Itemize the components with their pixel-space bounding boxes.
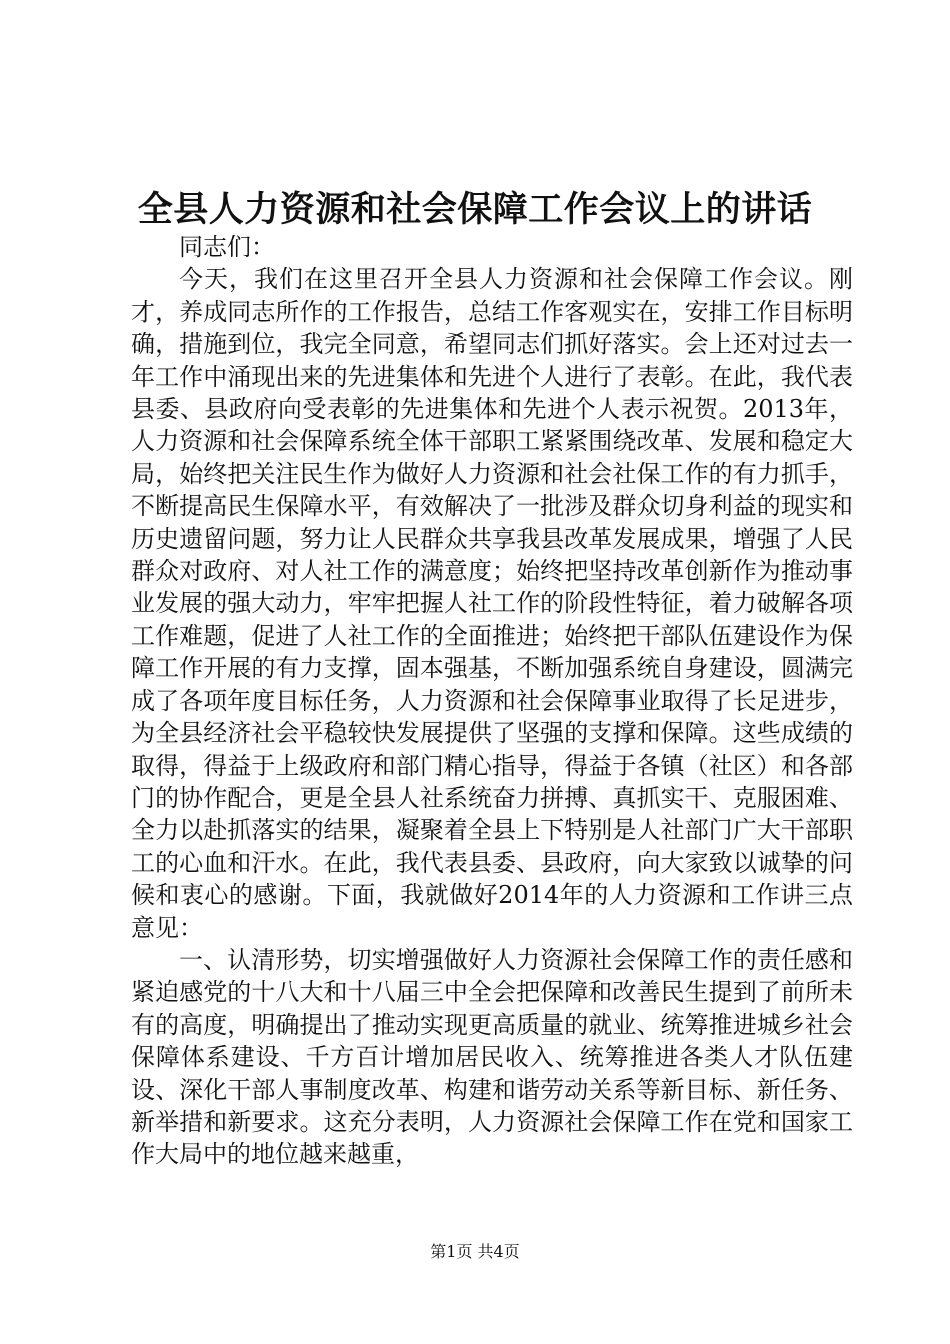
- page-number: 第1页 共4页: [430, 1242, 520, 1261]
- paragraph: 一、认清形势，切实增强做好人力资源社会保障工作的责任感和紧迫感党的十八大和十八届三中全会把保障和改善民生提到了前所未有的高度，明确提出了推动实现更高质量的就业、统筹推进城乡社会保障体系建设、千方百计增加居民收入、统筹推进各类人才队伍建设、深化干部人事制度改革、构建和谐劳动关系等新目标、新任务、新举措和新要求。这充分表明，人力资源社会保障工作在党和国家工作大局中的地位越来越重，: [131, 945, 853, 1169]
- paragraph: 今天，我们在这里召开全县人力资源和社会保障工作会议。刚才，养成同志所作的工作报告，总结工作客观实在，安排工作目标明确，措施到位，我完全同意，希望同志们抓好落实。会上还对过去一年工作中涌现出来的先进集体和先进个人进行了表彰。在此，我代表县委、县政府向受表彰的先进集体和先进个人表示祝贺。2013年，人力资源和社会保障系统全体干部职工紧紧围绕改革、发展和稳定大局，始终把关注民生作为做好人力资源和社会社保工作的有力抓手，不断提高民生保障水平，有效解决了一批涉及群众切身利益的现实和历史遗留问题，努力让人民群众共享我县改革发展成果，增强了人民群众对政府、对人社工作的满意度；始终把坚持改革创新作为推动事业发展的强大动力，牢牢把握人社工作的阶段性特征，着力破解各项工作难题，促进了人社工作的全面推进；始终把干部队伍建设作为保障工作开展的有力支撑，固本强基，不断加强系统自身建设，圆满完成了各项年度目标任务，人力资源和社会保障事业取得了长足进步，为全县经济社会平稳较快发展提供了坚强的支撑和保障。这些成绩的取得，得益于上级政府和部门精心指导，得益于各镇（社区）和各部门的协作配合，更是全县人社系统奋力拼搏、真抓实干、克服困难、全力以赴抓落实的结果，凝聚着全县上下特别是人社部门广大干部职工的心血和汗水。在此，我代表县委、县政府，向大家致以诚挚的问候和衷心的感谢。下面，我就做好2014年的人力资源和工作讲三点意见：: [131, 265, 853, 942]
- document-body: [131, 231, 853, 1171]
- salutation: 同志们：: [179, 233, 275, 261]
- document-title: 全县人力资源和社会保障工作会议上的讲话: [137, 190, 813, 230]
